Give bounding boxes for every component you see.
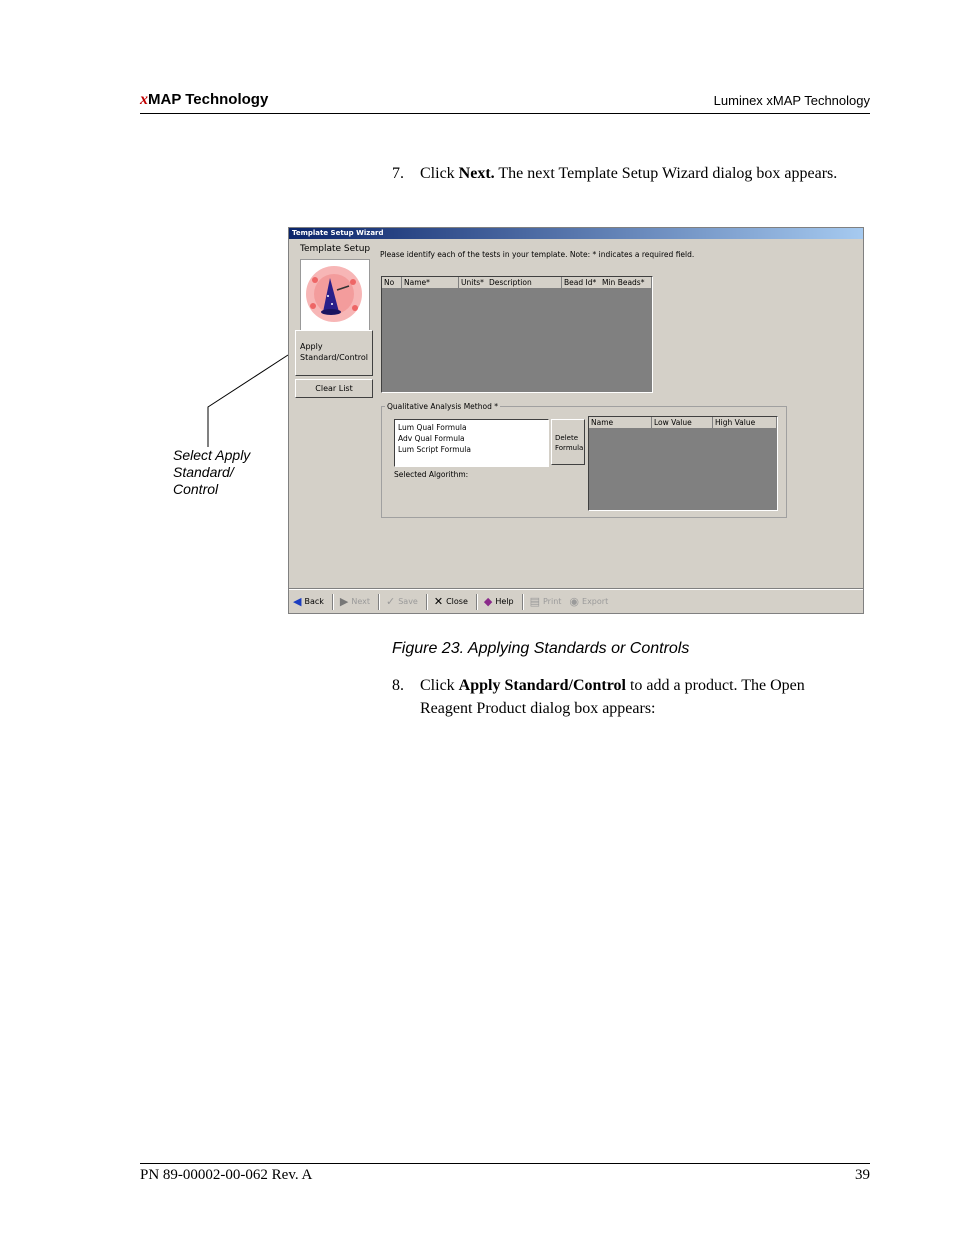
toolbar-label: Next — [351, 597, 370, 606]
callout-line: Standard/ — [173, 464, 234, 480]
step-8 — [392, 674, 852, 720]
print-button[interactable] — [530, 595, 562, 608]
button-label: Delete — [555, 434, 578, 442]
formula-list[interactable] — [394, 419, 549, 467]
figure-caption: Figure 23. Applying Standards or Controls — [392, 640, 690, 657]
list-item[interactable]: Lum Qual Formula — [398, 423, 467, 432]
step-text: Click — [420, 165, 459, 182]
step-number: 7. — [392, 165, 404, 182]
step-text: The next Template Setup Wizard dialog box appears. — [494, 165, 838, 182]
callout-line: Select Apply — [173, 447, 251, 463]
next-arrow-icon: ▶ — [339, 595, 349, 608]
values-grid[interactable] — [588, 416, 778, 511]
checkmark-icon: ✓ — [386, 595, 396, 608]
close-icon: ✕ — [433, 595, 444, 608]
column-header: No — [382, 277, 402, 289]
next-button[interactable] — [340, 595, 370, 608]
selected-algorithm-label: Selected Algorithm: — [394, 470, 469, 479]
export-icon: ◉ — [569, 595, 580, 608]
side-title: Template Setup — [300, 244, 371, 254]
button-label: Apply — [300, 342, 323, 351]
wizard-toolbar — [289, 589, 863, 613]
toolbar-separator — [332, 594, 334, 610]
back-button[interactable] — [293, 595, 324, 608]
header-right: Luminex xMAP Technology — [713, 93, 870, 108]
step-text: to add a product. The Open Reagent Product dialog box appears: — [420, 677, 805, 717]
group-label: Qualitative Analysis Method * — [387, 402, 498, 411]
column-header: Name* — [402, 277, 459, 289]
header-title-prefix: x — [140, 91, 148, 108]
printer-icon: ▤ — [529, 595, 540, 608]
export-button[interactable] — [569, 595, 608, 608]
button-label: Formula — [555, 444, 584, 452]
values-grid-header — [589, 417, 777, 429]
header-title-rest: MAP Technology — [148, 91, 269, 108]
dialog-title: Template Setup Wizard — [289, 228, 863, 239]
step-number: 8. — [392, 677, 404, 694]
step-bold: Apply Standard/Control — [458, 677, 626, 694]
button-label: Standard/Control — [300, 353, 369, 362]
back-arrow-icon: ◀ — [293, 595, 302, 608]
instruction-text: Please identify each of the tests in your template. Note: * indicates a required field. — [380, 250, 695, 259]
save-button[interactable] — [386, 595, 418, 608]
clear-list-button[interactable]: Clear List — [295, 379, 373, 398]
delete-formula-button[interactable] — [551, 419, 585, 465]
callout-line: Control — [173, 481, 219, 497]
toolbar-label: Save — [398, 597, 418, 606]
apply-standard-control-button[interactable] — [295, 330, 373, 376]
column-header: Name — [589, 417, 652, 429]
toolbar-separator — [522, 594, 524, 610]
step-text: Click — [420, 677, 459, 694]
column-header: Description — [487, 277, 562, 289]
column-header: Min Beads* — [600, 277, 652, 289]
template-setup-wizard-dialog — [288, 227, 864, 614]
toolbar-separator — [378, 594, 380, 610]
close-button[interactable] — [434, 595, 468, 608]
help-book-icon: ◆ — [483, 595, 493, 608]
toolbar-label: Back — [304, 597, 324, 606]
column-header: Units* — [459, 277, 487, 289]
footer-part-number: PN 89-00002-00-062 Rev. A — [140, 1167, 313, 1183]
toolbar-label: Help — [495, 597, 514, 606]
help-button[interactable] — [484, 595, 514, 608]
page-number: 39 — [855, 1167, 870, 1183]
footer-rule — [140, 1163, 870, 1164]
column-header: Low Value — [652, 417, 713, 429]
callout-label — [173, 447, 283, 498]
toolbar-separator — [476, 594, 478, 610]
toolbar-label: Export — [582, 597, 609, 606]
step-bold: Next. — [458, 165, 495, 182]
tests-grid-header — [382, 277, 652, 289]
list-item[interactable]: Adv Qual Formula — [398, 434, 465, 443]
column-header: Bead Id* — [562, 277, 600, 289]
list-item[interactable]: Lum Script Formula — [398, 445, 471, 454]
toolbar-label: Close — [446, 597, 468, 606]
tests-grid[interactable] — [381, 276, 653, 393]
wizard-icon — [300, 259, 370, 331]
column-header: High Value — [713, 417, 777, 429]
toolbar-separator — [426, 594, 428, 610]
toolbar-label: Print — [543, 597, 562, 606]
